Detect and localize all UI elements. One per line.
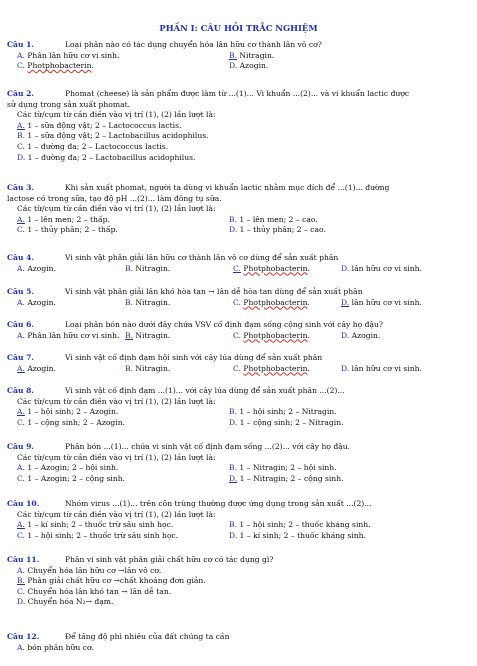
option-d[interactable]: D. 1 – cộng sinh; 2 – Nitragin.	[229, 417, 344, 427]
option-letter: D.	[229, 473, 238, 483]
question-instruction: Các từ/cụm từ cần điền vào vị trí (1), (2) lần lượt là:	[17, 509, 216, 519]
option-letter: C.	[233, 330, 241, 340]
option-letter: B.	[17, 131, 25, 141]
option-letter: C.	[233, 297, 241, 307]
option-letter: D.	[341, 297, 350, 307]
option-letter: C.	[17, 141, 25, 151]
question-8	[7, 387, 471, 426]
option-letter: C.	[17, 473, 25, 483]
question-number: Câu 4.	[7, 253, 35, 262]
option-letter: B.	[125, 297, 133, 307]
option-letter: C.	[17, 586, 25, 596]
option-letter: B.	[125, 263, 133, 273]
question-instruction: Các từ/cụm từ cần điền vào vị trí (1), (2) lần lượt là:	[17, 396, 216, 406]
option-letter: D.	[341, 330, 350, 340]
question-text: Khi sản xuất phomat, người ta dùng vi khuẩn lactic nhằm mục đích để ...(1)... đường	[65, 183, 390, 192]
option-d[interactable]: D. 1 – đường đa; 2 – Lactobacillus acidophilus.	[17, 152, 196, 162]
question-number: Câu 9.	[7, 442, 35, 451]
option-a[interactable]: A. Chuyển hóa lân hữu cơ →lân vô cơ.	[17, 565, 162, 575]
question-text: Vi sinh vật phân giải lân khó hòa tan → lân dễ hòa tan dùng để sản xuất phân	[65, 287, 363, 296]
question-number: Câu 7.	[7, 353, 35, 362]
question-number: Câu 6.	[7, 320, 35, 329]
option-letter: C.	[17, 61, 25, 71]
option-a[interactable]: A. 1 – kí sinh; 2 – thuốc trừ sâu sinh học.	[17, 520, 174, 530]
option-letter: D.	[17, 597, 26, 607]
option-letter: B.	[125, 363, 133, 373]
question-6	[7, 321, 471, 339]
question-11	[7, 556, 471, 606]
option-letter: D.	[229, 225, 238, 235]
option-a[interactable]: A. bón phân hữu cơ.	[17, 642, 94, 652]
option-letter: A.	[17, 50, 25, 60]
option-letter: A.	[17, 463, 25, 473]
question-number: Câu 1.	[7, 40, 35, 49]
option-letter: A.	[17, 120, 25, 130]
question-text: Vi sinh vật phân giải lân hữu cơ thành lân vô cơ dùng để sản xuất phân	[65, 253, 339, 262]
option-a[interactable]: A. Azogin.	[17, 263, 56, 273]
option-c[interactable]: C. Photphobacterin.	[233, 363, 310, 373]
question-number: Câu 8.	[7, 386, 35, 395]
option-a[interactable]: A. Azogin.	[17, 363, 56, 373]
option-a[interactable]: A. Phân lân hữu cơ vi sinh.	[17, 330, 120, 340]
option-c[interactable]: C. 1 – đường đa; 2 – Lactococcus lactis.	[17, 141, 169, 151]
option-b[interactable]: B. 1 – Nitragin; 2 – hội sinh.	[229, 463, 337, 473]
option-letter: C.	[17, 530, 25, 540]
option-letter: B.	[125, 330, 133, 340]
option-letter: B.	[229, 520, 237, 530]
option-b[interactable]: B. Nitragin.	[125, 263, 171, 273]
option-b[interactable]: B. 1 – sữa động vật; 2 – Lactobacillus acidophilus.	[17, 131, 209, 141]
question-instruction: Các từ/cụm từ cần điền vào vị trí (1), (2) lần lượt là:	[17, 110, 216, 120]
option-a[interactable]: A. 1 – Azogin; 2 – hội sinh.	[17, 463, 119, 473]
spellcheck-word: Photphobacterin	[243, 363, 308, 373]
option-letter: A.	[17, 520, 25, 530]
question-instruction: Các từ/cụm từ cần điền vào vị trí (1), (2) lần lượt là:	[17, 204, 216, 214]
option-letter: A.	[17, 263, 25, 273]
option-letter: A.	[17, 565, 25, 575]
question-text: Vi sinh vật cố định đạm ...(1)... với cây lúa dùng để sản xuất phân ...(2)...	[65, 386, 345, 395]
question-instruction: Các từ/cụm từ cần điền vào vị trí (1), (2) lần lượt là:	[17, 452, 216, 462]
question-number: Câu 3.	[7, 183, 35, 192]
question-2	[7, 90, 471, 161]
option-letter: D.	[229, 61, 238, 71]
question-1	[7, 41, 471, 70]
section-title: PHẦN I: CÂU HỎI TRẮC NGHIỆM	[159, 23, 318, 33]
option-letter: B.	[229, 407, 237, 417]
option-letter: A.	[17, 642, 25, 652]
option-letter: D.	[229, 417, 238, 427]
option-b[interactable]: B. 1 – hội sinh; 2 – thuốc kháng sinh.	[229, 520, 371, 530]
option-letter: D.	[229, 530, 238, 540]
question-number: Câu 10.	[7, 499, 40, 508]
question-text: Vi sinh vật cố định đạm hội sinh với cây lúa dùng để sản xuất phân	[65, 353, 323, 362]
option-c[interactable]: C. Photphobacterin.	[233, 297, 310, 307]
question-text: Để tăng độ phì nhiêu của đất chúng ta cần	[65, 632, 230, 641]
option-letter: B.	[229, 50, 237, 60]
option-a[interactable]: A. Azogin.	[17, 297, 56, 307]
option-letter: B.	[229, 463, 237, 473]
question-10	[7, 500, 471, 539]
option-letter: D.	[341, 363, 350, 373]
option-d[interactable]: D. Chuyển hóa N₂→ đạm.	[17, 597, 114, 607]
option-letter: A.	[17, 363, 25, 373]
question-text: Loại phân bón nào dưới đây chứa VSV cố định đạm sống cộng sinh với cây họ đậu?	[65, 320, 383, 329]
option-letter: A.	[17, 214, 25, 224]
question-5	[7, 288, 471, 306]
option-c[interactable]: C. Photphobacterin.	[233, 263, 310, 273]
option-c[interactable]: C. 1 – cộng sinh; 2 – Azogin.	[17, 417, 126, 427]
question-text: Phomat (cheese) là sản phẩm được làm từ ...(1)... Vi khuẩn ...(2)... và vi khuẩn lactic được	[65, 89, 410, 98]
option-letter: A.	[17, 297, 25, 307]
option-letter: C.	[233, 263, 241, 273]
option-b[interactable]: B. Phân giải chất hữu cơ →chất khoáng đơn giản.	[17, 576, 206, 586]
option-letter: C.	[17, 225, 25, 235]
option-b[interactable]: B. 1 – lên men; 2 – cao.	[229, 214, 318, 224]
option-letter: C.	[17, 417, 25, 427]
option-letter: B.	[229, 214, 237, 224]
option-d[interactable]: D. 1 – Nitragin; 2 – cộng sinh.	[229, 473, 344, 483]
option-letter: C.	[233, 363, 241, 373]
spellcheck-word: Photphobacterin	[243, 263, 308, 273]
option-letter: B.	[17, 576, 25, 586]
option-d[interactable]: D. lân hữu cơ vi sinh.	[341, 297, 422, 307]
option-b[interactable]: B. Nitragin.	[125, 330, 171, 340]
option-b[interactable]: B. Nitragin.	[125, 363, 171, 373]
question-text: Loại phân nào có tác dụng chuyển hóa lân hữu cơ thành lân vô cơ?	[65, 40, 322, 49]
option-letter: A.	[17, 407, 25, 417]
option-letter: D.	[341, 263, 350, 273]
question-7	[7, 354, 471, 372]
option-c[interactable]: C. 1 – Azogin; 2 – cộng sinh.	[17, 473, 126, 483]
spellcheck-word: Photphobacterin	[243, 330, 308, 340]
option-a[interactable]: A. Phân lân hữu cơ vi sinh.	[17, 50, 120, 60]
option-b[interactable]: B. Nitragin.	[229, 50, 275, 60]
option-c[interactable]: C. 1 – thủy phân; 2 – thấp.	[17, 225, 118, 235]
option-d[interactable]: D. 1 – kí sinh; 2 – thuốc kháng sinh.	[229, 530, 366, 540]
option-d[interactable]: D. Azogin.	[341, 330, 381, 340]
option-c[interactable]: C. 1 – hội sinh; 2 – thuốc trừ sâu sinh học.	[17, 530, 179, 540]
question-9	[7, 443, 471, 482]
option-c[interactable]: C. Photphobacterin.	[233, 330, 310, 340]
option-c[interactable]: C. Chuyển hóa lân khó tan → lân dễ tan.	[17, 586, 172, 596]
option-letter: D.	[17, 152, 26, 162]
question-text: Phân vi sinh vật phân giải chất hữu cơ có tác dụng gì?	[65, 555, 274, 564]
option-d[interactable]: D. lân hữu cơ vi sinh.	[341, 263, 422, 273]
option-b[interactable]: B. Nitragin.	[125, 297, 171, 307]
option-a[interactable]: A. 1 – hội sinh; 2 – Azogin.	[17, 407, 119, 417]
question-text-continued: lactose có trong sữa, tạo độ pH ...(2)... làm đông tụ sữa.	[7, 193, 222, 203]
question-12	[7, 633, 471, 651]
question-number: Câu 5.	[7, 287, 35, 296]
option-d[interactable]: D. lân hữu cơ vi sinh.	[341, 363, 422, 373]
question-number: Câu 12.	[7, 632, 40, 641]
question-text: Nhóm virus ...(1)... trên côn trùng thường được ứng dụng trong sản xuất ...(2)...	[65, 499, 372, 508]
spellcheck-word: Photphobacterin	[243, 297, 308, 307]
spellcheck-word: Photphobacterin	[27, 61, 92, 71]
option-c[interactable]: C. Photphobacterin.	[17, 61, 94, 71]
option-a[interactable]: A. 1 – sữa động vật; 2 – Lactococcus lactis.	[17, 120, 182, 130]
option-b[interactable]: B. 1 – hội sinh; 2 – Nitragin.	[229, 407, 337, 417]
question-number: Câu 2.	[7, 89, 35, 98]
option-letter: A.	[17, 330, 25, 340]
question-number: Câu 11.	[7, 555, 40, 564]
question-text-continued: sử dụng trong sản xuất phomat.	[7, 99, 131, 109]
option-a[interactable]: A. 1 – lên men; 2 – thấp.	[17, 214, 110, 224]
option-d[interactable]: D. 1 – thủy phân; 2 – cao.	[229, 225, 326, 235]
question-3	[7, 184, 471, 234]
question-4	[7, 254, 471, 272]
option-d[interactable]: D. Azogin.	[229, 61, 269, 71]
question-text: Phân bón ...(1)... chứa vi sinh vật cố định đạm sống ...(2)... với cây họ đậu.	[65, 442, 351, 451]
